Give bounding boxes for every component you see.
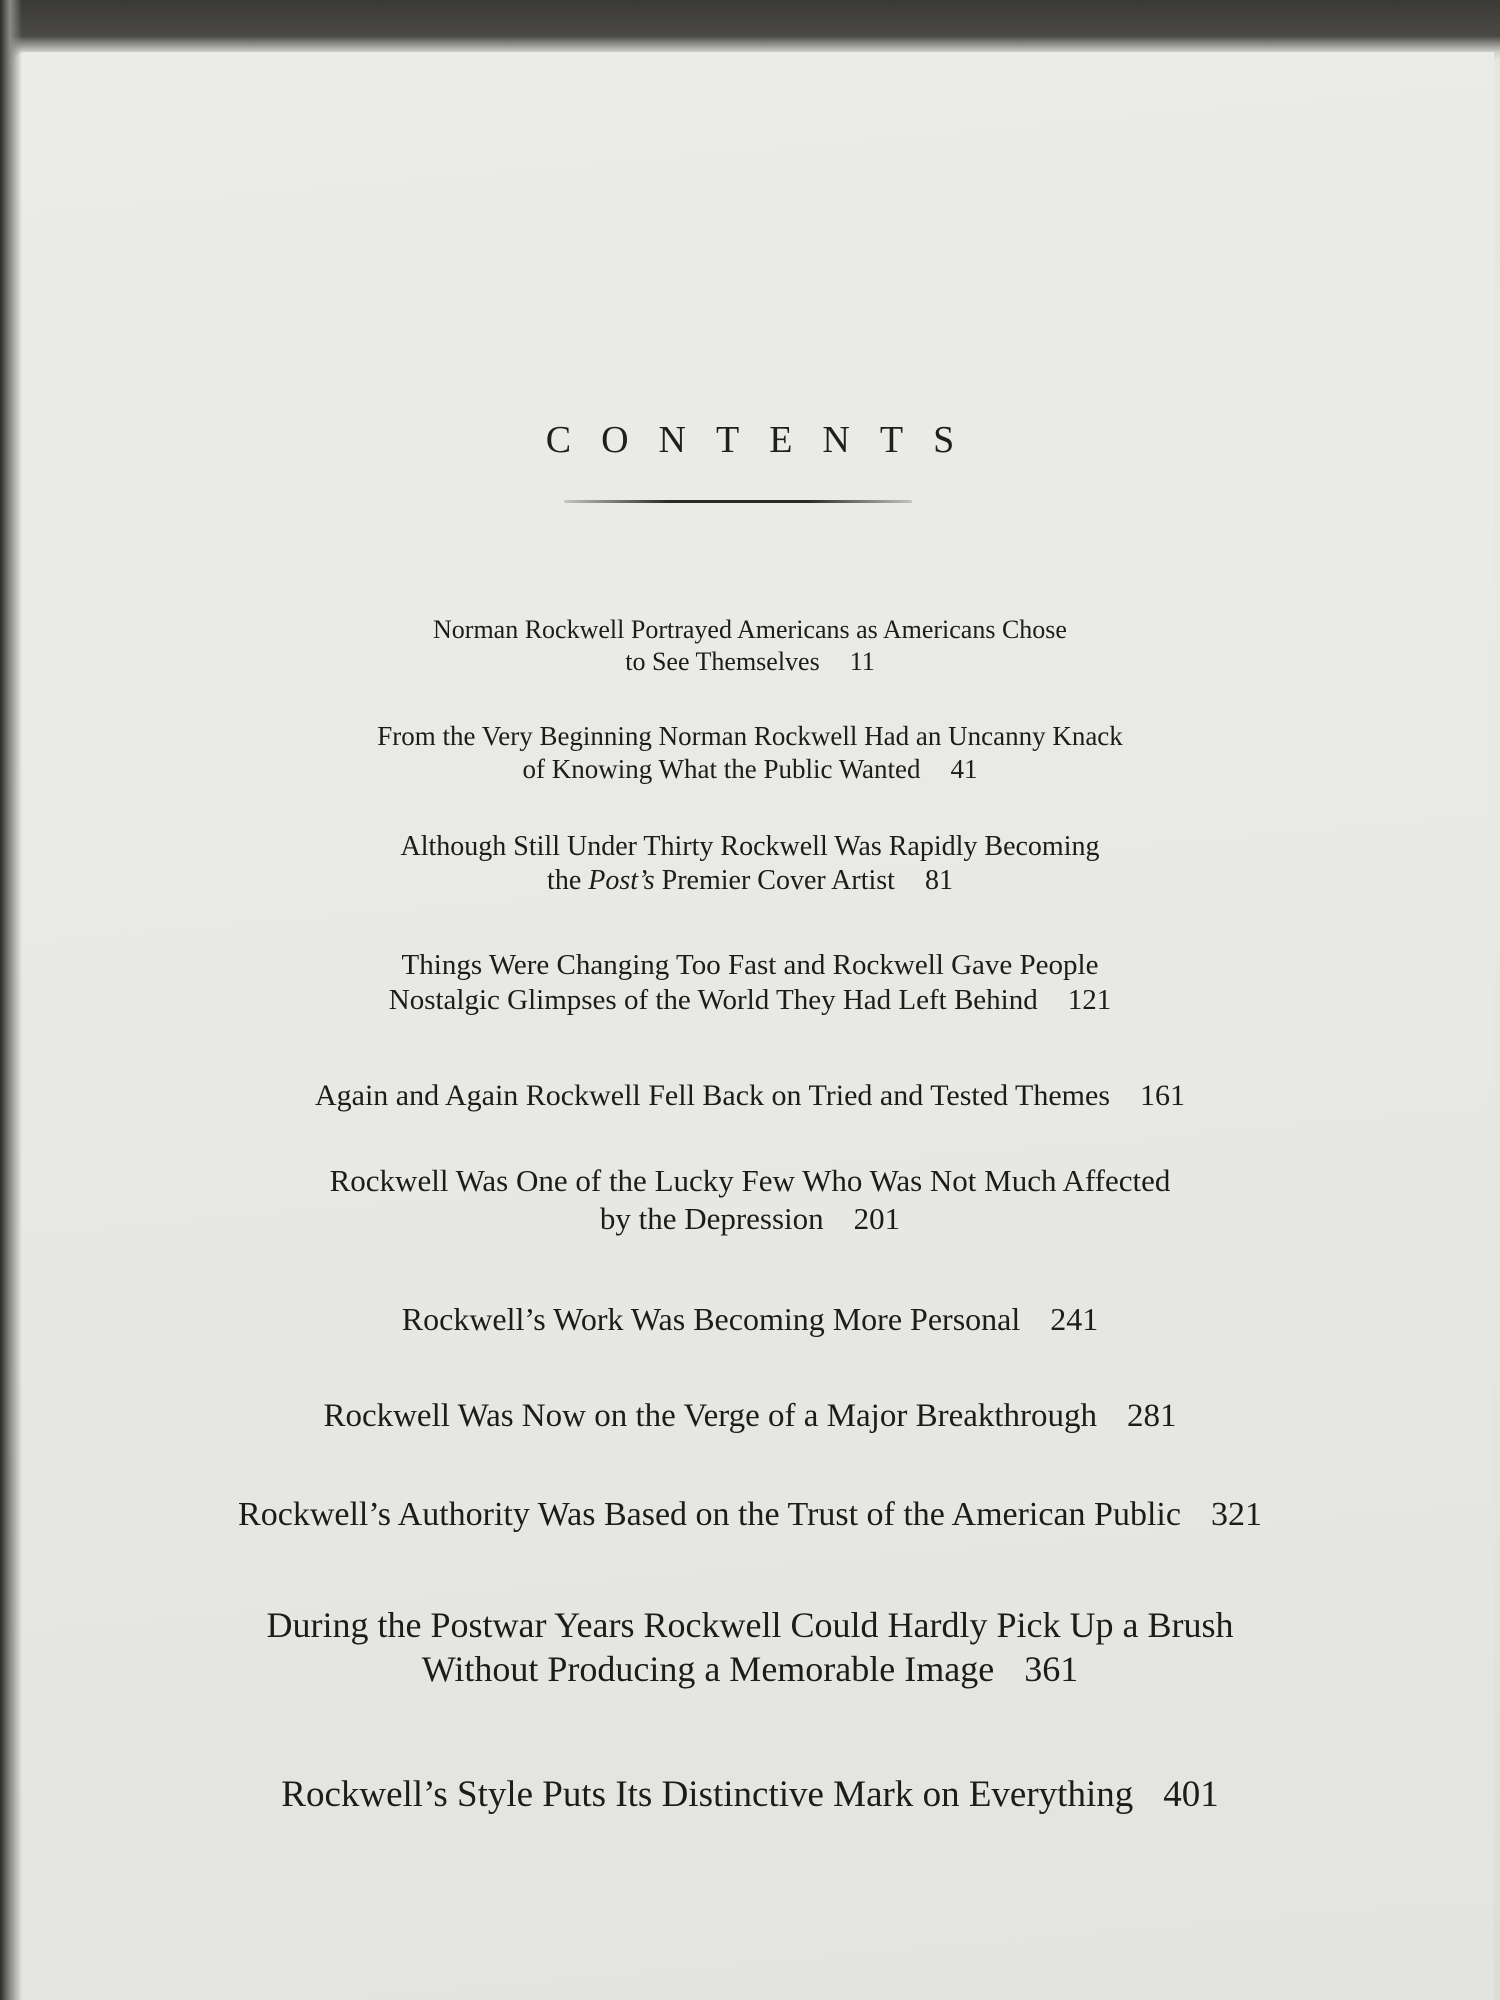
toc-entry (0, 948, 1500, 1019)
toc-entry-page-number: 41 (950, 753, 978, 784)
toc-entry-title-line2-text: by the Depression (599, 1200, 824, 1236)
toc-entry-title-line2 (0, 753, 1500, 786)
toc-entry-title-line1: Things Were Changing Too Fast and Rockwell Gave People (401, 949, 1099, 981)
toc-entry (0, 1078, 1500, 1115)
toc-entry-title-line1-text: Rockwell’s Work Was Becoming More Personal (401, 1301, 1021, 1337)
toc-entry-page-number: 201 (853, 1200, 901, 1236)
toc-entry-title-line1 (0, 1396, 1500, 1436)
toc-entry-title-line2-text: Nostalgic Glimpses of the World They Had Left Behind (388, 984, 1038, 1017)
toc-entry (0, 614, 1500, 677)
toc-entry-title-line2-text: of Knowing What the Public Wanted (522, 753, 921, 784)
toc-entry-page-number: 401 (1163, 1774, 1219, 1815)
toc-entry (0, 1300, 1500, 1339)
toc-entry (0, 830, 1500, 898)
contents-heading: CONTENTS (545, 419, 985, 461)
toc-entry-page-number: 81 (924, 865, 953, 897)
toc-entry-title-line2-text: to See Themselves (625, 646, 820, 676)
toc-entry-page-number: 241 (1050, 1301, 1099, 1337)
toc-entry-title-line1-text: Rockwell’s Style Puts Its Distinctive Mark on Everything (281, 1774, 1134, 1815)
toc-entry-title-line1-text: Rockwell’s Authority Was Based on the Trust of the American Public (238, 1496, 1181, 1533)
toc-entry (0, 1162, 1500, 1238)
toc-entry-title-line1 (0, 1772, 1500, 1817)
toc-entry-title-line1: From the Very Beginning Norman Rockwell Had an Uncanny Knack (377, 721, 1123, 751)
toc-entry-title-line2 (0, 1200, 1500, 1238)
toc-entry (0, 1604, 1500, 1692)
toc-entry-title-line2-italic: Post’s (588, 865, 655, 897)
toc-entry-page-number: 11 (849, 646, 875, 676)
toc-entry-title-line2-text: Without Producing a Memorable Image (421, 1648, 995, 1689)
toc-entry-title-line1 (0, 1494, 1500, 1535)
toc-entry-title-line2-pre: the (547, 865, 582, 897)
toc-entry-title-line1-text: Rockwell Was Now on the Verge of a Major Breakthrough (323, 1398, 1098, 1434)
toc-entry-title-line2 (0, 983, 1500, 1018)
toc-entry (0, 1772, 1500, 1817)
toc-entry-page-number: 281 (1127, 1398, 1177, 1434)
toc-entry-title-line1: Although Still Under Thirty Rockwell Was Rapidly Becoming (400, 831, 1100, 862)
toc-entry (0, 1494, 1500, 1535)
toc-entry-title-line2-post: Premier Cover Artist (661, 865, 895, 897)
toc-entry-title-line1: Norman Rockwell Portrayed Americans as Americans Chose (433, 615, 1067, 644)
toc-entry-title-line1 (0, 1300, 1500, 1339)
toc-entry-title-line1 (0, 1078, 1500, 1115)
toc-entry-page-number: 121 (1067, 984, 1112, 1017)
toc-entry (0, 720, 1500, 786)
toc-entry-page-number: 361 (1024, 1648, 1079, 1689)
toc-entry-title-line1: Rockwell Was One of the Lucky Few Who Was Not Much Affected (329, 1163, 1171, 1198)
toc-entry-title-line2 (0, 646, 1500, 678)
heading-rule (564, 500, 912, 503)
toc-entry-page-number: 321 (1210, 1496, 1262, 1533)
toc-entry-title-line2 (0, 864, 1500, 898)
toc-entry-page-number: 161 (1140, 1079, 1185, 1112)
toc-entry-title-line1-text: Again and Again Rockwell Fell Back on Tried and Tested Themes (314, 1079, 1110, 1112)
book-page (14, 52, 1494, 2000)
toc-entry (0, 1396, 1500, 1436)
toc-entry-title-line2 (0, 1648, 1500, 1692)
toc-entry-title-line1: During the Postwar Years Rockwell Could Hardly Pick Up a Brush (266, 1605, 1234, 1645)
